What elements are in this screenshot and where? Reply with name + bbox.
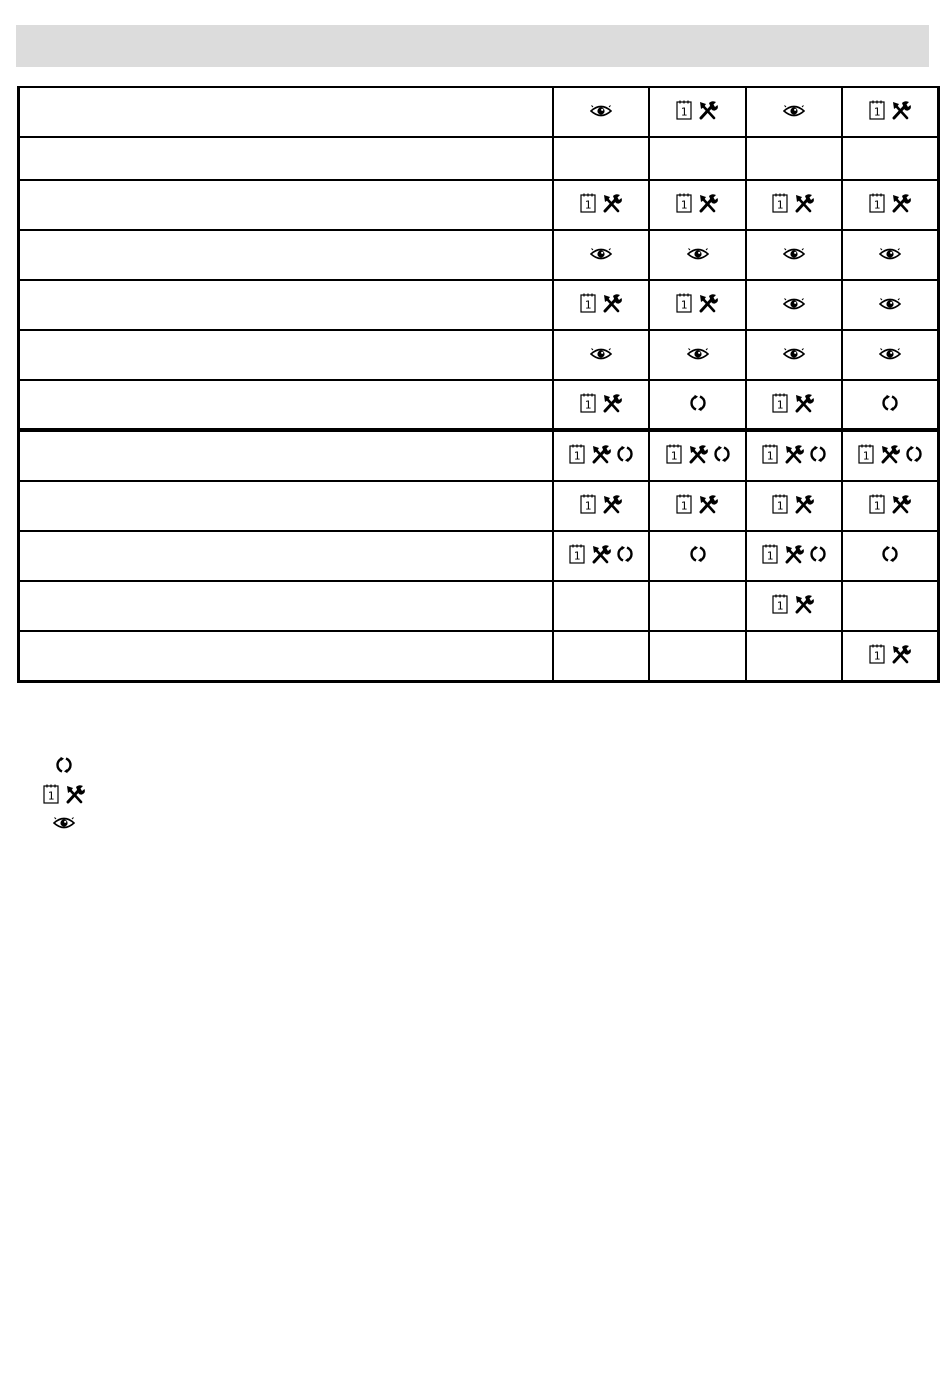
symbol-replace [869, 644, 912, 664]
symbol-inspect [879, 247, 901, 261]
interval-cell [842, 430, 938, 481]
symbol-replace-clean [666, 444, 730, 464]
symbol-inspect [590, 347, 612, 361]
rotate-icon [714, 445, 730, 463]
eye-icon [879, 347, 901, 361]
interval-cell [746, 230, 842, 280]
rotate-icon [690, 394, 706, 412]
eye-icon [687, 347, 709, 361]
symbol-clean [882, 545, 898, 563]
interval-cell [842, 137, 938, 180]
svg-text:1: 1 [680, 499, 688, 513]
interval-cell [842, 280, 938, 330]
symbol-inspect [783, 297, 805, 311]
tools-icon [697, 494, 719, 514]
calendar-icon [772, 393, 788, 413]
legend [40, 750, 88, 837]
interval-cell [649, 230, 745, 280]
table-row [19, 280, 939, 330]
legend-item [40, 808, 88, 837]
symbol-inspect [687, 347, 709, 361]
table-row [19, 180, 939, 230]
interval-cell [842, 631, 938, 681]
symbol-replace [580, 293, 623, 313]
table-row [19, 430, 939, 481]
tools-icon [793, 193, 815, 213]
calendar-icon [762, 544, 778, 564]
calendar-icon [580, 293, 596, 313]
table-row [19, 581, 939, 631]
maintenance-table [17, 86, 940, 683]
tools-icon [590, 444, 612, 464]
tools-icon [890, 193, 912, 213]
interval-cell [842, 180, 938, 230]
row-label [19, 137, 554, 180]
calendar-icon [772, 494, 788, 514]
calendar-icon [869, 100, 885, 120]
symbol-replace [772, 594, 815, 614]
symbol-replace [676, 293, 719, 313]
calendar-icon [762, 444, 778, 464]
interval-cell [842, 380, 938, 430]
interval-cell [649, 430, 745, 481]
symbol-replace [580, 494, 623, 514]
table-row [19, 380, 939, 430]
interval-cell [649, 380, 745, 430]
interval-cell [553, 87, 649, 137]
svg-text:1: 1 [873, 198, 880, 212]
legend-symbol-replace [40, 784, 88, 804]
row-label [19, 180, 554, 230]
calendar-icon [580, 494, 596, 514]
tools-icon [793, 393, 815, 413]
interval-cell [746, 330, 842, 380]
interval-cell [746, 631, 842, 681]
calendar-icon [676, 193, 692, 213]
interval-cell [553, 531, 649, 581]
svg-text:1: 1 [777, 599, 784, 613]
symbol-replace [676, 193, 719, 213]
rotate-icon [810, 445, 826, 463]
interval-cell [746, 581, 842, 631]
calendar-icon [772, 193, 788, 213]
calendar-icon [676, 494, 692, 514]
svg-text:1: 1 [777, 398, 784, 411]
eye-icon [53, 816, 75, 830]
tools-icon [601, 293, 623, 313]
eye-icon [783, 297, 805, 311]
rotate-icon [906, 445, 922, 463]
calendar-icon [580, 193, 596, 213]
table-row [19, 631, 939, 681]
legend-symbol-clean [40, 756, 88, 774]
svg-text:1: 1 [680, 298, 688, 312]
interval-cell [553, 581, 649, 631]
interval-cell [746, 87, 842, 137]
tools-icon [783, 444, 805, 464]
table-row [19, 87, 939, 137]
svg-text:1: 1 [777, 499, 784, 513]
symbol-replace [869, 193, 912, 213]
eye-icon [783, 347, 805, 361]
symbol-replace [580, 193, 623, 213]
interval-cell [649, 180, 745, 230]
interval-cell [553, 230, 649, 280]
rotate-icon [810, 545, 826, 563]
symbol-replace [580, 393, 623, 413]
eye-icon [590, 104, 612, 118]
interval-cell [553, 631, 649, 681]
svg-text:1: 1 [680, 105, 688, 119]
svg-text:1: 1 [670, 449, 677, 463]
calendar-icon [772, 594, 788, 614]
calendar-icon [676, 293, 692, 313]
eye-icon [590, 247, 612, 261]
svg-text:1: 1 [862, 449, 870, 463]
tools-icon [601, 193, 623, 213]
symbol-replace [676, 100, 719, 120]
header-bar [16, 25, 929, 67]
symbol-inspect [590, 104, 612, 118]
interval-cell [553, 430, 649, 481]
legend-item [40, 779, 88, 808]
symbol-clean [882, 394, 898, 412]
interval-cell [746, 137, 842, 180]
legend-item [40, 750, 88, 779]
interval-cell [553, 330, 649, 380]
interval-cell [842, 481, 938, 531]
interval-cell [649, 280, 745, 330]
interval-cell [842, 87, 938, 137]
calendar-icon [569, 444, 585, 464]
interval-cell [746, 380, 842, 430]
row-label [19, 531, 554, 581]
interval-cell [746, 481, 842, 531]
symbol-replace-clean [858, 444, 922, 464]
svg-text:1: 1 [873, 499, 880, 513]
rotate-icon [882, 545, 898, 563]
symbol-replace [869, 100, 912, 120]
table-row [19, 137, 939, 180]
interval-cell [649, 137, 745, 180]
svg-text:1: 1 [584, 499, 591, 513]
tools-icon [890, 644, 912, 664]
tools-icon [590, 544, 612, 564]
svg-text:1: 1 [584, 198, 591, 212]
svg-text:1: 1 [873, 649, 880, 663]
tools-icon [793, 494, 815, 514]
interval-cell [649, 481, 745, 531]
calendar-icon [869, 193, 885, 213]
interval-cell [649, 581, 745, 631]
interval-cell [553, 137, 649, 180]
interval-cell [553, 280, 649, 330]
interval-cell [649, 531, 745, 581]
symbol-replace-clean [569, 444, 633, 464]
calendar-icon [43, 784, 59, 804]
rotate-icon [882, 394, 898, 412]
interval-cell [553, 380, 649, 430]
symbol-inspect [879, 297, 901, 311]
row-label [19, 280, 554, 330]
symbol-replace [772, 494, 815, 514]
symbol-replace-clean [762, 544, 826, 564]
svg-text:1: 1 [47, 789, 54, 802]
tools-icon [879, 444, 901, 464]
symbol-inspect [590, 247, 612, 261]
tools-icon [601, 494, 623, 514]
calendar-icon [666, 444, 682, 464]
symbol-clean [690, 394, 706, 412]
symbol-inspect [783, 247, 805, 261]
symbol-inspect [783, 347, 805, 361]
interval-cell [649, 631, 745, 681]
symbol-replace [772, 193, 815, 213]
interval-cell [553, 180, 649, 230]
calendar-icon [858, 444, 874, 464]
interval-cell [746, 280, 842, 330]
eye-icon [879, 297, 901, 311]
interval-cell [842, 531, 938, 581]
svg-text:1: 1 [766, 449, 774, 463]
row-label [19, 330, 554, 380]
symbol-replace [676, 494, 719, 514]
row-label [19, 481, 554, 531]
svg-text:1: 1 [873, 105, 880, 119]
tools-icon [890, 100, 912, 120]
interval-cell [553, 481, 649, 531]
calendar-icon [580, 393, 596, 413]
interval-cell [649, 87, 745, 137]
symbol-replace [869, 494, 912, 514]
tools-icon [601, 393, 623, 413]
tools-icon [793, 594, 815, 614]
calendar-icon [869, 494, 885, 514]
interval-cell [842, 581, 938, 631]
symbol-clean [690, 545, 706, 563]
tools-icon [64, 784, 86, 804]
svg-text:1: 1 [573, 549, 581, 563]
interval-cell [746, 180, 842, 230]
table-row [19, 330, 939, 380]
eye-icon [783, 247, 805, 261]
svg-text:1: 1 [777, 198, 784, 212]
row-label [19, 230, 554, 280]
svg-text:1: 1 [573, 449, 581, 463]
row-label [19, 631, 554, 681]
rotate-icon [56, 756, 72, 774]
interval-cell [649, 330, 745, 380]
svg-text:1: 1 [584, 398, 591, 411]
tools-icon [890, 494, 912, 514]
eye-icon [783, 104, 805, 118]
calendar-icon [569, 544, 585, 564]
table-row [19, 230, 939, 280]
row-label [19, 87, 554, 137]
interval-cell [842, 330, 938, 380]
row-label [19, 430, 554, 481]
legend-symbol-inspect [40, 816, 88, 830]
tools-icon [783, 544, 805, 564]
row-label [19, 581, 554, 631]
symbol-inspect [687, 247, 709, 261]
rotate-icon [690, 545, 706, 563]
eye-icon [687, 247, 709, 261]
interval-cell [746, 430, 842, 481]
symbol-replace-clean [762, 444, 826, 464]
tools-icon [697, 293, 719, 313]
interval-cell [842, 230, 938, 280]
svg-text:1: 1 [584, 298, 591, 312]
tools-icon [697, 193, 719, 213]
interval-cell [746, 531, 842, 581]
symbol-replace [772, 393, 815, 413]
rotate-icon [617, 445, 633, 463]
eye-icon [879, 247, 901, 261]
svg-text:1: 1 [680, 198, 688, 212]
calendar-icon [676, 100, 692, 120]
table-row [19, 531, 939, 581]
row-label [19, 380, 554, 430]
svg-text:1: 1 [766, 549, 774, 563]
eye-icon [590, 347, 612, 361]
symbol-inspect [879, 347, 901, 361]
symbol-replace-clean [569, 544, 633, 564]
calendar-icon [869, 644, 885, 664]
symbol-inspect [783, 104, 805, 118]
tools-icon [687, 444, 709, 464]
table-row [19, 481, 939, 531]
rotate-icon [617, 545, 633, 563]
tools-icon [697, 100, 719, 120]
